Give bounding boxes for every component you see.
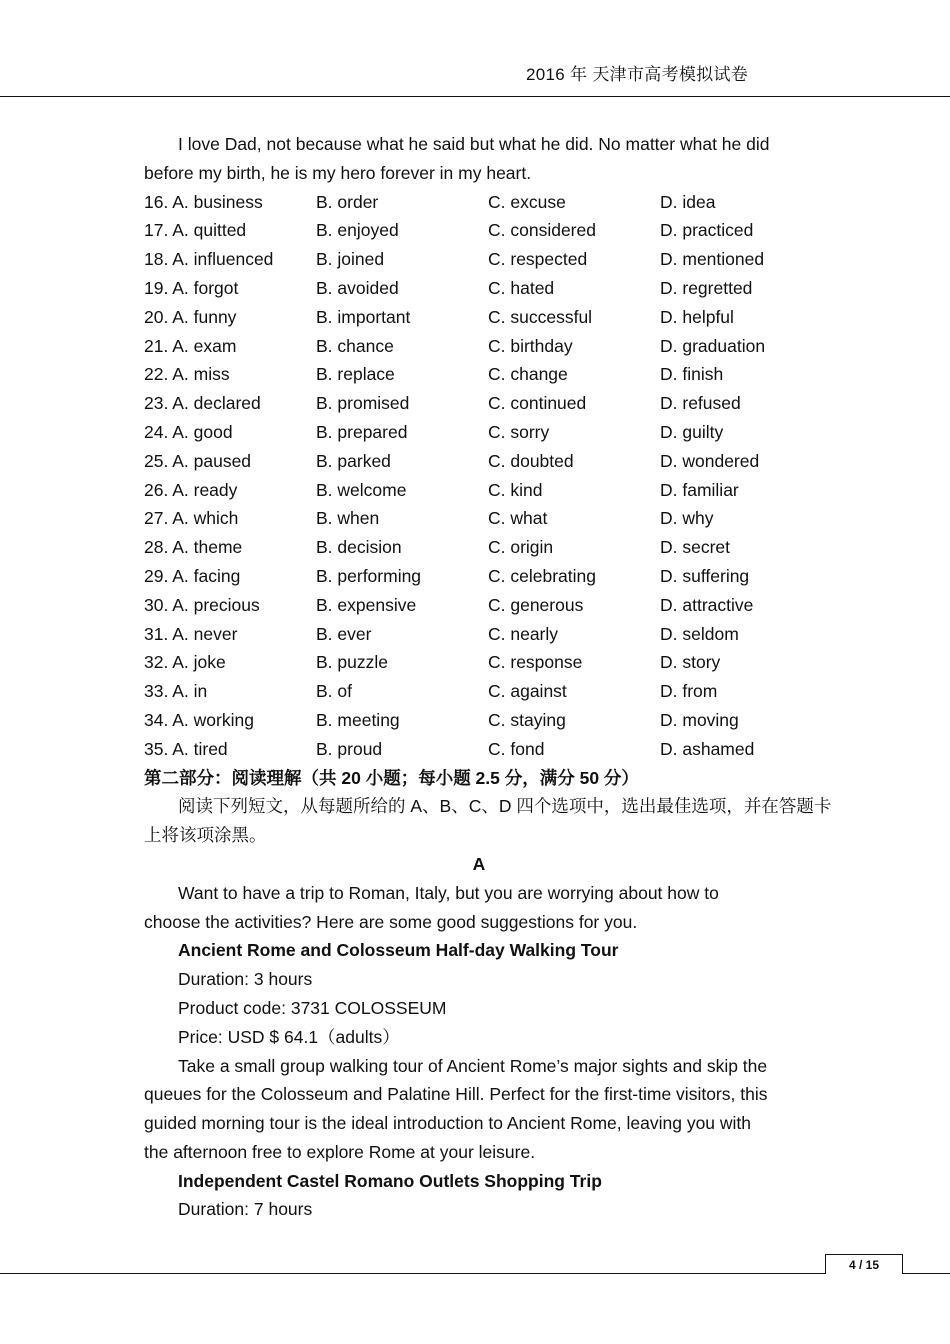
option-c: C. successful — [488, 306, 593, 327]
option-c: C. fond — [488, 738, 545, 759]
option-b: B. important — [316, 306, 411, 327]
option-c: C. kind — [488, 479, 543, 500]
question-row — [144, 447, 814, 476]
question-row — [144, 648, 814, 677]
option-a: 17. A. quitted — [144, 220, 247, 241]
option-a: 31. A. never — [144, 623, 238, 644]
tour-title: Independent Castel Romano Outlets Shopping Trip — [178, 1170, 602, 1191]
tour-title: Ancient Rome and Colosseum Half-day Walking Tour — [178, 940, 619, 961]
question-row — [144, 274, 814, 303]
section-intro: choose the activities? Here are some good suggestions for you. — [144, 911, 638, 932]
tour-product-code: Product code: 3731 COLOSSEUM — [178, 997, 447, 1018]
option-a: 22. A. miss — [144, 364, 230, 385]
option-c: C. against — [488, 681, 567, 702]
option-d: D. helpful — [660, 306, 734, 327]
question-row — [144, 735, 814, 764]
option-a: 20. A. funny — [144, 306, 237, 327]
tour-price: Price: USD $ 64.1（adults） — [178, 1026, 400, 1047]
question-row — [144, 303, 814, 332]
option-d: D. familiar — [660, 479, 739, 500]
tour-description: the afternoon free to explore Rome at your leisure. — [144, 1141, 536, 1162]
option-b: B. decision — [316, 537, 402, 558]
option-c: C. celebrating — [488, 565, 596, 586]
tour-description: Take a small group walking tour of Ancient Rome’s major sights and skip the — [178, 1055, 768, 1076]
option-d: D. story — [660, 652, 721, 673]
option-d: D. secret — [660, 537, 731, 558]
question-row — [144, 188, 814, 217]
option-d: D. seldom — [660, 623, 739, 644]
option-d: D. from — [660, 681, 718, 702]
option-a: 28. A. theme — [144, 537, 243, 558]
passage-end-line: before my birth, he is my hero forever in my heart. — [144, 162, 532, 183]
question-row — [144, 591, 814, 620]
option-a: 35. A. tired — [144, 738, 228, 759]
option-c: C. hated — [488, 277, 555, 298]
option-d: D. attractive — [660, 594, 754, 615]
option-d: D. refused — [660, 393, 741, 414]
option-a: 34. A. working — [144, 709, 254, 730]
option-b: B. parked — [316, 450, 391, 471]
page-header-title: 2016 年 天津市高考模拟试卷 — [526, 65, 749, 84]
option-b: B. joined — [316, 249, 385, 270]
question-options-list — [144, 188, 814, 764]
option-b: B. chance — [316, 335, 394, 356]
part2-instruction: 阅读下列短文，从每题所给的 A、B、C、D 四个选项中，选出最佳选项，并在答题卡 — [178, 796, 832, 817]
option-a: 32. A. joke — [144, 652, 226, 673]
option-c: C. sorry — [488, 421, 550, 442]
option-d: D. suffering — [660, 565, 750, 586]
option-b: B. enjoyed — [316, 220, 399, 241]
question-row — [144, 216, 814, 245]
tour-duration: Duration: 3 hours — [178, 969, 313, 990]
header-divider — [0, 96, 950, 97]
tour-description: guided morning tour is the ideal introduction to Ancient Rome, leaving you with — [144, 1113, 752, 1134]
option-b: B. prepared — [316, 421, 408, 442]
option-a: 18. A. influenced — [144, 249, 274, 270]
option-a: 33. A. in — [144, 681, 208, 702]
passage-end-line: I love Dad, not because what he said but what he did. No matter what he did — [178, 134, 770, 154]
page-content — [144, 130, 832, 1224]
option-d: D. practiced — [660, 220, 754, 241]
question-row — [144, 562, 814, 591]
option-c: C. considered — [488, 220, 596, 241]
part2-instruction: 上将该项涂黑。 — [144, 825, 267, 846]
option-a: 19. A. forgot — [144, 277, 239, 298]
question-row — [144, 677, 814, 706]
tour-duration: Duration: 7 hours — [178, 1199, 313, 1220]
option-a: 29. A. facing — [144, 565, 241, 586]
option-d: D. why — [660, 508, 714, 529]
option-a: 27. A. which — [144, 508, 239, 529]
option-c: C. staying — [488, 709, 566, 730]
option-d: D. ashamed — [660, 738, 755, 759]
option-b: B. ever — [316, 623, 372, 644]
option-a: 24. A. good — [144, 421, 233, 442]
option-a: 30. A. precious — [144, 594, 260, 615]
question-row — [144, 476, 814, 505]
section-intro: Want to have a trip to Roman, Italy, but you are worrying about how to — [178, 882, 719, 903]
question-row — [144, 533, 814, 562]
option-b: B. avoided — [316, 277, 399, 298]
page-number: 4 / 15 — [825, 1254, 903, 1274]
option-a: 26. A. ready — [144, 479, 238, 500]
option-c: C. what — [488, 508, 548, 529]
option-b: B. when — [316, 508, 380, 529]
part2-heading: 第二部分：阅读理解（共 20 小题；每小题 2.5 分，满分 50 分） — [144, 767, 639, 788]
option-b: B. performing — [316, 565, 422, 586]
option-c: C. origin — [488, 537, 554, 558]
question-row — [144, 245, 814, 274]
option-c: C. generous — [488, 594, 584, 615]
question-row — [144, 706, 814, 735]
option-c: C. birthday — [488, 335, 573, 356]
question-row — [144, 332, 814, 361]
option-a: 21. A. exam — [144, 335, 237, 356]
question-row — [144, 504, 814, 533]
option-d: D. idea — [660, 191, 716, 212]
option-c: C. change — [488, 364, 568, 385]
option-b: B. promised — [316, 393, 410, 414]
option-a: 16. A. business — [144, 191, 263, 212]
option-a: 25. A. paused — [144, 450, 252, 471]
option-b: B. order — [316, 191, 379, 212]
option-d: D. mentioned — [660, 249, 765, 270]
question-row — [144, 360, 814, 389]
option-c: C. nearly — [488, 623, 559, 644]
option-c: C. continued — [488, 393, 587, 414]
option-d: D. regretted — [660, 277, 753, 298]
option-d: D. finish — [660, 364, 724, 385]
option-d: D. guilty — [660, 421, 724, 442]
option-a: 23. A. declared — [144, 393, 261, 414]
section-label: A — [472, 853, 486, 874]
option-b: B. replace — [316, 364, 395, 385]
tour-description: queues for the Colosseum and Palatine Hill. Perfect for the first-time visitors, this — [144, 1084, 768, 1105]
footer-divider — [0, 1273, 950, 1274]
option-c: C. respected — [488, 249, 588, 270]
option-d: D. wondered — [660, 450, 760, 471]
option-b: B. puzzle — [316, 652, 388, 673]
option-b: B. welcome — [316, 479, 407, 500]
option-d: D. moving — [660, 709, 739, 730]
option-b: B. meeting — [316, 709, 400, 730]
question-row — [144, 418, 814, 447]
option-c: C. response — [488, 652, 583, 673]
option-b: B. expensive — [316, 594, 417, 615]
option-c: C. excuse — [488, 191, 566, 212]
option-b: B. proud — [316, 738, 383, 759]
option-b: B. of — [316, 681, 352, 702]
option-c: C. doubted — [488, 450, 574, 471]
option-d: D. graduation — [660, 335, 766, 356]
question-row — [144, 620, 814, 649]
question-row — [144, 389, 814, 418]
